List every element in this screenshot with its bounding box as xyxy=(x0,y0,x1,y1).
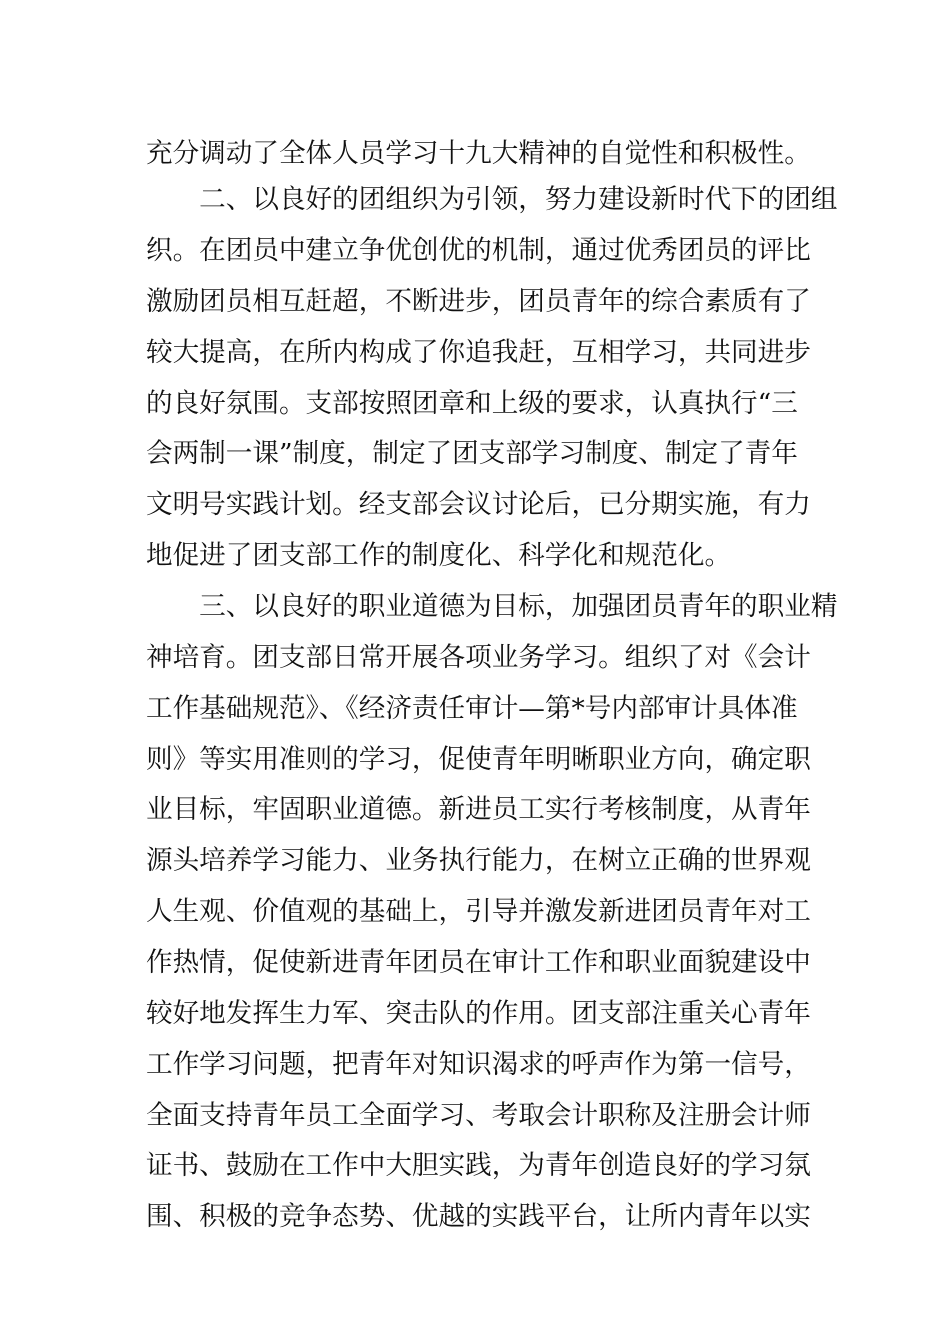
text-line: 较大提高，在所内构成了你追我赶，互相学习，共同进步 xyxy=(146,337,811,368)
text-line: 围、积极的竞争态势、优越的实践平台，让所内青年以实 xyxy=(146,1201,811,1232)
text-line: 会两制一课”制度，制定了团支部学习制度、制定了青年 xyxy=(146,438,798,469)
text-line: 源头培养学习能力、业务执行能力，在树立正确的世界观 xyxy=(146,845,811,876)
text-line: 较好地发挥生力军、突击队的作用。团支部注重关心青年 xyxy=(146,998,811,1029)
text-line: 二、以良好的团组织为引领，努力建设新时代下的团组 xyxy=(146,184,838,215)
text-line: 充分调动了全体人员学习十九大精神的自觉性和积极性。 xyxy=(146,138,811,169)
text-line: 激励团员相互赶超，不断进步，团员青年的综合素质有了 xyxy=(146,286,811,317)
text-line: 神培育。团支部日常开展各项业务学习。组织了对《会计 xyxy=(146,642,811,673)
text-line: 则》等实用准则的学习，促使青年明晰职业方向，确定职 xyxy=(146,744,811,775)
text-line: 证书、鼓励在工作中大胆实践，为青年创造良好的学习氛 xyxy=(146,1150,811,1181)
text-line: 人生观、价值观的基础上，引导并激发新进团员青年对工 xyxy=(146,896,811,927)
text-line: 工作基础规范》、《经济责任审计—第*号内部审计具体准 xyxy=(146,693,798,724)
text-line: 的良好氛围。支部按照团章和上级的要求，认真执行“三 xyxy=(146,388,798,419)
text-line: 业目标，牢固职业道德。新进员工实行考核制度，从青年 xyxy=(146,794,811,825)
text-line: 工作学习问题，把青年对知识渴求的呼声作为第一信号， xyxy=(146,1049,811,1080)
text-line: 三、以良好的职业道德为目标，加强团员青年的职业精 xyxy=(146,591,838,622)
text-line: 织。在团员中建立争优创优的机制，通过优秀团员的评比 xyxy=(146,235,811,266)
text-line: 地促进了团支部工作的制度化、科学化和规范化。 xyxy=(146,540,732,571)
text-line: 作热情，促使新进青年团员在审计工作和职业面貌建设中 xyxy=(146,947,811,978)
text-line: 文明号实践计划。经支部会议讨论后，已分期实施，有力 xyxy=(146,489,811,520)
text-line: 全面支持青年员工全面学习、考取会计职称及注册会计师 xyxy=(146,1100,811,1131)
